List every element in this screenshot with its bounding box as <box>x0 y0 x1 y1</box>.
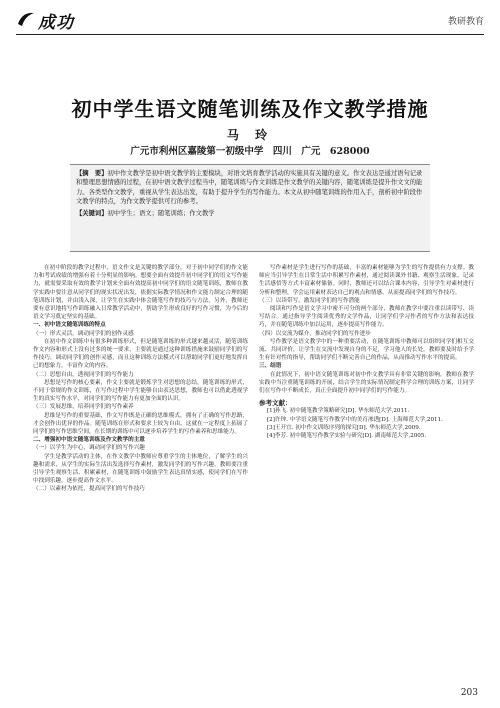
keywords-label: 【关键词】 <box>76 209 108 217</box>
author-affiliation: 广元市利州区嘉陵第一初级中学 四川 广元 628000 <box>130 146 370 157</box>
abstract-text: 初中作文教学是初中语文教学的主要模块，对语文培育教学活动的实施具有关键的意义。作文表达是通过语句记录和整理思想情感的过程，在初中语文教学过程当中，随笔训练与作文训练是作文教学的关键内容，随笔训练是提升作文文的能力。各类型作文教学，重视从学生表达出发，有助于提升学生的写作能力。本文从初中随笔训练的作用入手，剖析初中阶段作文教学的特点，为作文教学提供可行的参考。 <box>76 170 423 206</box>
section-heading: 三、结语 <box>259 363 282 370</box>
body-paragraph: 阅读和写作是语文学习中密不可分的两个部分，教师在教学中要注重以读带写、读写结合。通过指导学生阅读优秀的文学作品，让同学们学习作者的写作方法和表达技巧，并在随笔训练中加以运用，逐步提高写作能力。 <box>259 306 474 329</box>
page-number: 203 <box>460 688 478 698</box>
logo-text: 成功 <box>38 13 74 33</box>
body-paragraph: 在初中阶段的教学过程中，语文作文是关键的教学部分，对于初中同学们的作文能力和考试成绩的增强有着十分明显的影响。想要全面有效提升初中同学们的语文写作能力，就需要采取有效的教学计划来全面有效提高初中同学们的语文随笔训练，教师在教学实践中要注意从同学们的现实状况出发，依据实际教学情况和作文能力制定合理的随笔训练计划，并由浅入深，让学生在实践中体会随笔写作的技巧与方法。另外，教师还要有意识地将写作训练融入日常教学活动中，帮助学生形成良好的写作习惯，为今后的语文学习奠定坚实的基础。 <box>33 265 248 321</box>
page-header <box>16 6 484 34</box>
reference-item: [2]许钟. 中学语文随笔写作教学中的美育渗透[D]. 上海师范大学,2011. <box>267 416 443 423</box>
article-title: 初中学生语文随笔训练及作文教学措施 <box>71 97 429 121</box>
section-label: 教研教育 <box>447 17 484 27</box>
body-paragraph: 写作教学是语文教学中的一种重要活动，在随笔训练中教师可以组织同学们相互交流、共同评价，让学生在交流中发现自身的不足，学习他人的长处。教师要及时给予学生有针对性的指导，帮助同学们不断完善自己的作品，从而推动写作水平的提高。 <box>259 338 474 362</box>
subsection-heading: （一）以学生为中心，调动同学们的写作兴趣 <box>33 445 145 452</box>
journal-logo <box>16 6 106 33</box>
body-column-left <box>33 264 248 494</box>
reference-item: [3]王开宜. 初中作文训练序列的探究[D]. 华东师范大学,2009. <box>267 424 421 431</box>
reference-item: [4]李芳. 初中随笔写作教学实验与研究[D]. 湖南师范大学,2005. <box>267 433 427 440</box>
subsection-heading: （三）发展思维，培养同学们的写作素养 <box>33 404 134 411</box>
body-paragraph: 学生是教学活动的主体，在作文教学中教师应尊重学生的主体地位，了解学生的兴趣和需求，从学生的实际生活出发选择写作素材，激发同学们的写作兴趣。教师要注重引导学生观察生活、积累素材，在随笔训练中鼓励学生表达真情实感，使同学们在写作中找到乐趣，逐步提高作文水平。 <box>33 453 248 485</box>
abstract <box>76 169 424 207</box>
body-paragraph: 思维是写作的重要基础，作文写作既是正确的思维模式，拥有了正确的写作思路，才会创作出优异的作品。随笔训练在形式和要求上较为自由，这就在一定程度上拓展了同学们的写作思维空间，在长期的训练中可以逐步培养学生的写作素养和思维能力。 <box>33 412 248 436</box>
subsection-heading: （一）形式灵活，调动同学们的创作灵感 <box>33 330 134 337</box>
subsection-heading: （二）以素材为依托，提高同学们的写作技巧 <box>33 486 145 493</box>
section-heading: 一、初中语文随笔训练的特点 <box>33 322 106 329</box>
section-heading: 二、增强初中语文随笔训练及作文教学的主意 <box>33 437 145 444</box>
body-paragraph: 思想是写作的核心要素，作文主要就是锻炼学生对思想的总结，随笔训练的形式，不同于常规的作文训练，在写作过程中学生能够自由表达思想，教师也可以借此透视学生的真实写作水平，对同学们的写作能力有更加全面的认识。 <box>33 379 248 403</box>
keywords-text: 初中学生；语文；随笔训练；作文教学 <box>107 209 215 217</box>
subsection-heading: （三）以读带写，激发同学们的写作潜能 <box>259 297 360 304</box>
body-column-right <box>259 264 474 440</box>
body-paragraph: 在初中作文训练中有很多种训练形式，但是随笔训练的形式越来越灵活，随笔训练作文内容和形式上没有过多的统一要求，主要就是通过这种训练措施来鼓励同学们的写作技巧，调动同学们的创作灵感，而且这种训练方法模式可以帮助同学们更好地发挥自己的想象力，丰富作文的内容。 <box>33 338 248 370</box>
subsection-heading: （二）思想自由，透视同学们的写作能力 <box>33 371 134 378</box>
references-heading: 参考文献： <box>259 399 292 408</box>
abstract-label: 【摘 要】 <box>76 170 108 177</box>
swoosh-icon <box>16 10 36 28</box>
keywords <box>76 209 424 218</box>
subsection-heading: （四）以交流为媒介，推动同学们的写作进步 <box>259 330 371 337</box>
reference-item: [1]孙飞. 初中随笔教学策略研究[D]. 华东师范大学,2011. <box>267 408 410 415</box>
abstract-box <box>70 164 430 252</box>
header-divider <box>16 34 484 35</box>
body-paragraph: 在此情况下，初中语文随笔训练对初中作文教学具有非常关键的影响。教师在教学实践中当注重随笔训练的开展，结合学生的实际情况制定科学合理的训练方案，让同学们在写作中不断成长，真正全面提升初中同学们的写作能力。 <box>259 371 474 395</box>
body-paragraph: 写作素材是学生进行写作的基础，丰富的素材能够为学生的写作提供有力支撑。教师应当引导学生在日常生活中积累写作素材，通过阅读课外书籍、观察生活现象、记录生活感悟等方式丰富素材储备。同时，教师还可以结合课本内容，引导学生对素材进行分析和整理，学会运用素材表达自己的观点和情感，从而提高同学们的写作技巧。 <box>259 265 474 296</box>
author-name: 马 玲 <box>226 128 274 142</box>
